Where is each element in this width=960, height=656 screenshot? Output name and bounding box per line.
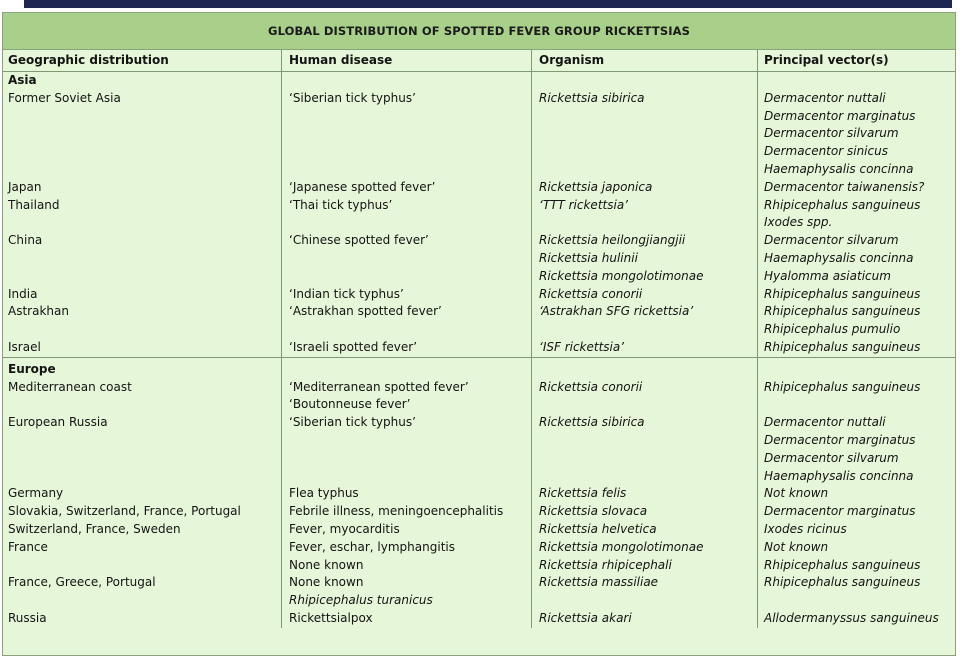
human-disease-cell: ‘Astrakhan spotted fever’ bbox=[282, 303, 532, 321]
organism-cell bbox=[532, 450, 758, 468]
principal-vector-cell: Dermacentor marginatus bbox=[764, 108, 916, 123]
table-row bbox=[3, 286, 955, 304]
principal-vector-cell: Haemaphysalis concinna bbox=[764, 468, 914, 483]
human-disease-cell: Flea typhus bbox=[282, 485, 532, 503]
principal-vector-cell bbox=[758, 592, 955, 610]
table-row bbox=[3, 197, 955, 215]
table-row bbox=[3, 414, 955, 432]
human-disease-cell bbox=[282, 321, 532, 339]
human-disease-cell bbox=[282, 450, 532, 468]
table-row bbox=[3, 503, 955, 521]
organism-cell: Rickettsia mongolotimonae bbox=[532, 268, 758, 286]
human-disease-cell bbox=[282, 161, 532, 179]
table-row bbox=[3, 268, 955, 286]
organism-cell: Rickettsia hulinii bbox=[532, 250, 758, 268]
human-disease-cell: Rhipicephalus turanicus bbox=[282, 592, 532, 610]
organism-cell: Rickettsia conorii bbox=[532, 379, 758, 397]
organism-cell bbox=[532, 468, 758, 486]
human-disease-cell: Febrile illness, meningoencephalitis bbox=[282, 503, 532, 521]
principal-vector-cell: Dermacentor marginatus bbox=[764, 504, 916, 519]
human-disease-cell bbox=[282, 214, 532, 232]
principal-vector-cell: Rhipicephalus sanguineus bbox=[764, 197, 921, 212]
geographic-distribution-cell bbox=[3, 161, 282, 179]
organism-cell bbox=[532, 161, 758, 179]
table-row bbox=[3, 468, 955, 486]
geographic-distribution-cell: Asia bbox=[3, 72, 282, 90]
geographic-distribution-cell: Mediterranean coast bbox=[3, 379, 282, 397]
table-row bbox=[3, 396, 955, 414]
principal-vector-cell: Rhipicephalus sanguineus bbox=[764, 339, 921, 354]
organism-cell: Rickettsia japonica bbox=[532, 179, 758, 197]
table-row bbox=[3, 592, 955, 610]
geographic-distribution-cell: Europe bbox=[3, 358, 282, 379]
human-disease-cell bbox=[282, 468, 532, 486]
geographic-distribution-cell: Slovakia, Switzerland, France, Portugal bbox=[3, 503, 282, 521]
organism-cell bbox=[532, 432, 758, 450]
table-row bbox=[3, 303, 955, 321]
principal-vector-cell: Ixodes ricinus bbox=[764, 521, 847, 536]
table-row bbox=[3, 485, 955, 503]
organism-cell bbox=[532, 396, 758, 414]
organism-cell: Rickettsia conorii bbox=[532, 286, 758, 304]
principal-vector-cell: Haemaphysalis concinna bbox=[764, 250, 914, 265]
organism-cell: Rickettsia heilongjiangjii bbox=[532, 232, 758, 250]
geographic-distribution-cell bbox=[3, 592, 282, 610]
table-row bbox=[3, 539, 955, 557]
principal-vector-cell: Hyalomma asiaticum bbox=[764, 268, 891, 283]
organism-cell: ‘ISF rickettsia’ bbox=[532, 339, 758, 357]
organism-cell: Rickettsia akari bbox=[532, 610, 758, 628]
organism-cell bbox=[532, 143, 758, 161]
human-disease-cell bbox=[282, 268, 532, 286]
table-row bbox=[3, 450, 955, 468]
table-row bbox=[3, 250, 955, 268]
geographic-distribution-cell bbox=[3, 143, 282, 161]
principal-vector-cell: Rhipicephalus sanguineus bbox=[764, 379, 921, 394]
human-disease-cell: ‘Siberian tick typhus’ bbox=[282, 414, 532, 432]
organism-cell: Rickettsia helvetica bbox=[532, 521, 758, 539]
organism-cell bbox=[532, 125, 758, 143]
organism-cell: Rickettsia felis bbox=[532, 485, 758, 503]
organism-cell bbox=[532, 214, 758, 232]
principal-vector-cell: Rhipicephalus sanguineus bbox=[764, 557, 921, 572]
organism-cell bbox=[532, 72, 758, 90]
principal-vector-cell: Dermacentor nuttali bbox=[764, 90, 886, 105]
table-row bbox=[3, 232, 955, 250]
table-row bbox=[3, 214, 955, 232]
table-row bbox=[3, 179, 955, 197]
organism-cell bbox=[532, 321, 758, 339]
human-disease-cell: ‘Israeli spotted fever’ bbox=[282, 339, 532, 357]
organism-cell: Rickettsia massiliae bbox=[532, 574, 758, 592]
geographic-distribution-cell: Switzerland, France, Sweden bbox=[3, 521, 282, 539]
human-disease-cell bbox=[282, 358, 532, 379]
principal-vector-cell: Rhipicephalus sanguineus bbox=[764, 286, 921, 301]
principal-vector-cell: Rhipicephalus sanguineus bbox=[764, 575, 921, 590]
table-row bbox=[3, 321, 955, 339]
table-header-row bbox=[3, 50, 955, 72]
organism-cell: Rickettsia slovaca bbox=[532, 503, 758, 521]
table-row bbox=[3, 574, 955, 592]
top-border-bar bbox=[24, 0, 952, 8]
principal-vector-cell: Rhipicephalus pumulio bbox=[764, 322, 901, 337]
principal-vector-cell: Dermacentor taiwanensis? bbox=[764, 179, 925, 194]
organism-cell bbox=[532, 358, 758, 379]
human-disease-cell bbox=[282, 125, 532, 143]
principal-vector-cell: Dermacentor nuttali bbox=[764, 415, 886, 430]
principal-vector-cell: Dermacentor marginatus bbox=[764, 432, 916, 447]
geographic-distribution-cell bbox=[3, 468, 282, 486]
geographic-distribution-cell bbox=[3, 214, 282, 232]
human-disease-cell: ‘Boutonneuse fever’ bbox=[282, 396, 532, 414]
geographic-distribution-cell bbox=[3, 321, 282, 339]
table-row bbox=[3, 610, 955, 628]
header-human-disease: Human disease bbox=[282, 50, 532, 71]
principal-vector-cell bbox=[758, 396, 955, 414]
geographic-distribution-cell: France, Greece, Portugal bbox=[3, 574, 282, 592]
principal-vector-cell: Rhipicephalus sanguineus bbox=[764, 304, 921, 319]
human-disease-cell: None known bbox=[282, 557, 532, 575]
geographic-distribution-cell: Thailand bbox=[3, 197, 282, 215]
human-disease-cell: None known bbox=[282, 574, 532, 592]
geographic-distribution-cell: Astrakhan bbox=[3, 303, 282, 321]
human-disease-cell bbox=[282, 143, 532, 161]
human-disease-cell bbox=[282, 108, 532, 126]
geographic-distribution-cell bbox=[3, 125, 282, 143]
geographic-distribution-cell bbox=[3, 268, 282, 286]
human-disease-cell bbox=[282, 432, 532, 450]
human-disease-cell: ‘Chinese spotted fever’ bbox=[282, 232, 532, 250]
organism-cell bbox=[532, 592, 758, 610]
section-header-row bbox=[3, 72, 955, 90]
human-disease-cell: ‘Siberian tick typhus’ bbox=[282, 90, 532, 108]
geographic-distribution-cell: Germany bbox=[3, 485, 282, 503]
organism-cell: Rickettsia rhipicephali bbox=[532, 557, 758, 575]
geographic-distribution-cell: Japan bbox=[3, 179, 282, 197]
geographic-distribution-cell bbox=[3, 557, 282, 575]
principal-vector-cell: Dermacentor silvarum bbox=[764, 126, 899, 141]
organism-cell: Rickettsia sibirica bbox=[532, 90, 758, 108]
table-row bbox=[3, 557, 955, 575]
organism-cell bbox=[532, 108, 758, 126]
human-disease-cell: ‘Indian tick typhus’ bbox=[282, 286, 532, 304]
human-disease-cell: Fever, eschar, lymphangitis bbox=[282, 539, 532, 557]
principal-vector-cell: Dermacentor silvarum bbox=[764, 233, 899, 248]
table-row bbox=[3, 90, 955, 108]
geographic-distribution-cell: Israel bbox=[3, 339, 282, 357]
table-row bbox=[3, 339, 955, 358]
human-disease-cell: ‘Japanese spotted fever’ bbox=[282, 179, 532, 197]
human-disease-cell bbox=[282, 72, 532, 90]
geographic-distribution-cell bbox=[3, 250, 282, 268]
geographic-distribution-cell: China bbox=[3, 232, 282, 250]
table-row bbox=[3, 521, 955, 539]
principal-vector-cell: Not known bbox=[764, 486, 829, 501]
geographic-distribution-cell bbox=[3, 450, 282, 468]
geographic-distribution-cell bbox=[3, 396, 282, 414]
table-row bbox=[3, 379, 955, 397]
table-title: GLOBAL DISTRIBUTION OF SPOTTED FEVER GROUP RICKETTSIAS bbox=[3, 13, 955, 50]
principal-vector-cell: Dermacentor sinicus bbox=[764, 144, 888, 159]
principal-vector-cell: Not known bbox=[764, 539, 829, 554]
geographic-distribution-cell: France bbox=[3, 539, 282, 557]
table-row bbox=[3, 125, 955, 143]
principal-vector-cell bbox=[758, 358, 955, 379]
geographic-distribution-cell: European Russia bbox=[3, 414, 282, 432]
geographic-distribution-cell: Former Soviet Asia bbox=[3, 90, 282, 108]
principal-vector-cell: Dermacentor silvarum bbox=[764, 450, 899, 465]
table-row bbox=[3, 108, 955, 126]
table-row bbox=[3, 432, 955, 450]
table-row bbox=[3, 161, 955, 179]
principal-vector-cell: Haemaphysalis concinna bbox=[764, 161, 914, 176]
human-disease-cell: ‘Mediterranean spotted fever’ bbox=[282, 379, 532, 397]
human-disease-cell: ‘Thai tick typhus’ bbox=[282, 197, 532, 215]
geographic-distribution-cell: India bbox=[3, 286, 282, 304]
organism-cell: ‘TTT rickettsia’ bbox=[532, 197, 758, 215]
principal-vector-cell: Ixodes spp. bbox=[764, 215, 833, 230]
header-organism: Organism bbox=[532, 50, 758, 71]
table-row bbox=[3, 143, 955, 161]
table-body bbox=[3, 72, 955, 628]
human-disease-cell: Rickettsialpox bbox=[282, 610, 532, 628]
geographic-distribution-cell bbox=[3, 108, 282, 126]
distribution-table bbox=[2, 12, 956, 656]
header-geographic-distribution: Geographic distribution bbox=[3, 50, 282, 71]
geographic-distribution-cell bbox=[3, 432, 282, 450]
header-principal-vectors: Principal vector(s) bbox=[764, 53, 889, 67]
organism-cell: Rickettsia sibirica bbox=[532, 414, 758, 432]
principal-vector-cell bbox=[758, 72, 955, 90]
organism-cell: ‘Astrakhan SFG rickettsia’ bbox=[532, 303, 758, 321]
geographic-distribution-cell: Russia bbox=[3, 610, 282, 628]
principal-vector-cell: Allodermanyssus sanguineus bbox=[764, 610, 939, 625]
human-disease-cell: Fever, myocarditis bbox=[282, 521, 532, 539]
section-header-row bbox=[3, 358, 955, 379]
human-disease-cell bbox=[282, 250, 532, 268]
organism-cell: Rickettsia mongolotimonae bbox=[532, 539, 758, 557]
